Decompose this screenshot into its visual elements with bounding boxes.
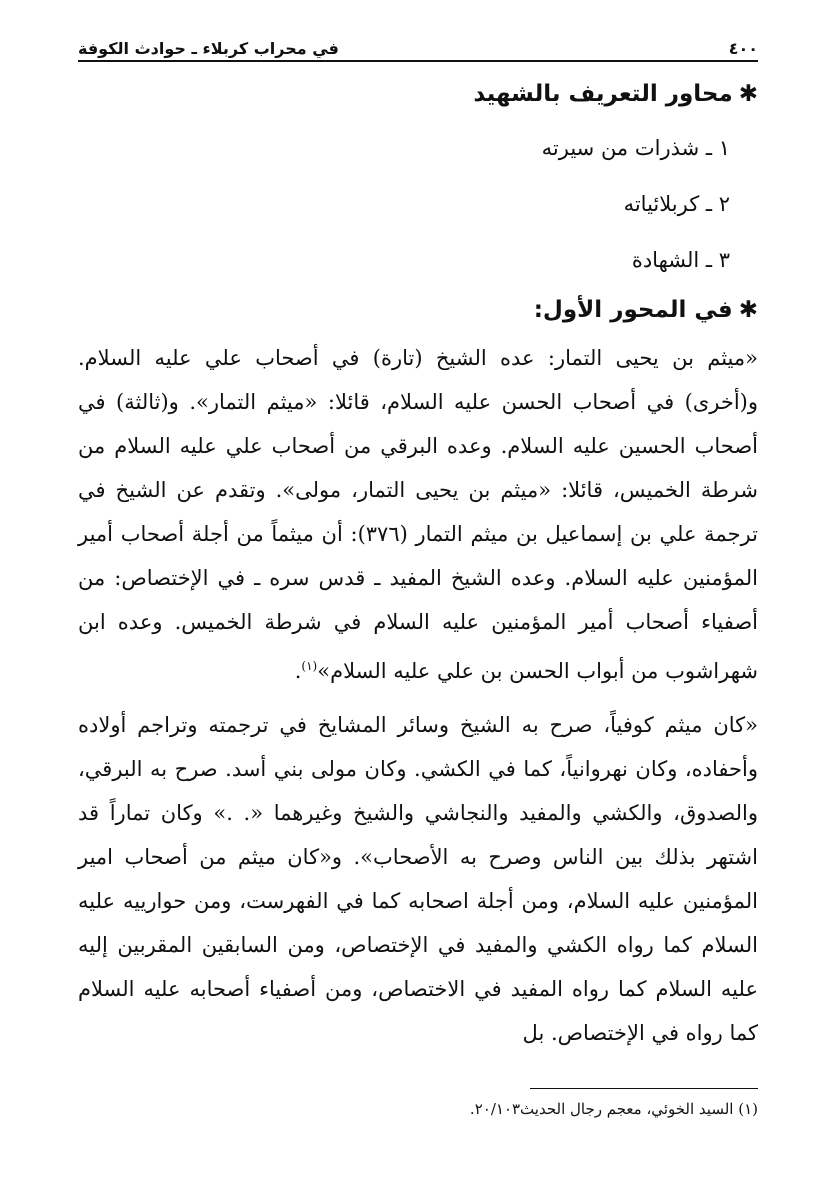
section-heading (78, 74, 758, 114)
header-rule (78, 60, 758, 62)
star-bullet-icon: ✱ (738, 81, 758, 107)
paragraph-text: «ميثم بن يحيى التمار: عده الشيخ (تارة) في أصحاب علي عليه السلام. و(أخرى) في أصحاب الحسن عليه السلام، قائلا: «ميثم التمار». و(ثالثة) في أصحاب الحسين عليه السلام. وعده البرقي من أصحاب علي عليه السلام من شرطة الخميس، قائلا: «ميثم بن يحيى التمار، مولى». وتقدم عن الشيخ في ترجمة علي بن إسماعيل بن ميثم التمار (٣٧٦): أن ميثماً من أجلة أصحاب أمير المؤمنين عليه السلام. وعده الشيخ المفيد ـ قدس سره ـ في الإختصاص: من أصفياء أصحاب أمير المؤمنين عليه السلام في شرطة الخميس. وعده ابن شهراشوب من أبواب الحسن بن علي عليه السلام» (78, 346, 758, 683)
list-item: ١ ـ شذرات من سيرته (541, 136, 730, 160)
page-content (78, 74, 758, 1055)
body-paragraph: «كان ميثم كوفياً، صرح به الشيخ وسائر المشايخ في ترجمته وتراجم أولاده وأحفاده، وكان نهروانياً، كما في الكشي. وكان مولى بني أسد. صرح به البرقي، والصدوق، والكشي والمفيد والنجاشي والشيخ وغيرهما «. .» وكان تماراً قد اشتهر بذلك بين الناس وصرح به الأصحاب». و«كان ميثم من أصحاب امير المؤمنين عليه السلام، ومن أجلة اصحابه كما في الفهرست، ومن حوارييه عليه السلام كما رواه الكشي والمفيد في الإختصاص، ومن السابقين المقربين إليه عليه السلام كما رواه المفيد في الاختصاص، ومن أصفياء أصحابه عليه السلام كما رواه في الإختصاص. بل (78, 713, 758, 1045)
footnote: (١) السيد الخوئي، معجم رجال الحديث٢٠/١٠٣. (469, 1100, 758, 1118)
body-paragraph (78, 336, 758, 693)
page-header (78, 32, 758, 58)
list-item: ٣ ـ الشهادة (631, 248, 730, 272)
first-axis-heading-text: في المحور الأول: (533, 297, 733, 323)
list-item: ٢ ـ كربلائياته (623, 192, 730, 216)
running-title: في محراب كربلاء ـ حوادث الكوفة (78, 39, 339, 58)
first-axis-heading (78, 290, 758, 330)
footnote-reference[interactable]: (١) (301, 659, 318, 673)
paragraph-end: . (294, 659, 302, 683)
axes-list (78, 120, 758, 288)
section-heading-text: محاور التعريف بالشهيد (473, 81, 733, 107)
star-bullet-icon: ✱ (738, 297, 758, 323)
footnote-rule (530, 1088, 758, 1089)
page-number: ٤٠٠ (728, 39, 758, 58)
